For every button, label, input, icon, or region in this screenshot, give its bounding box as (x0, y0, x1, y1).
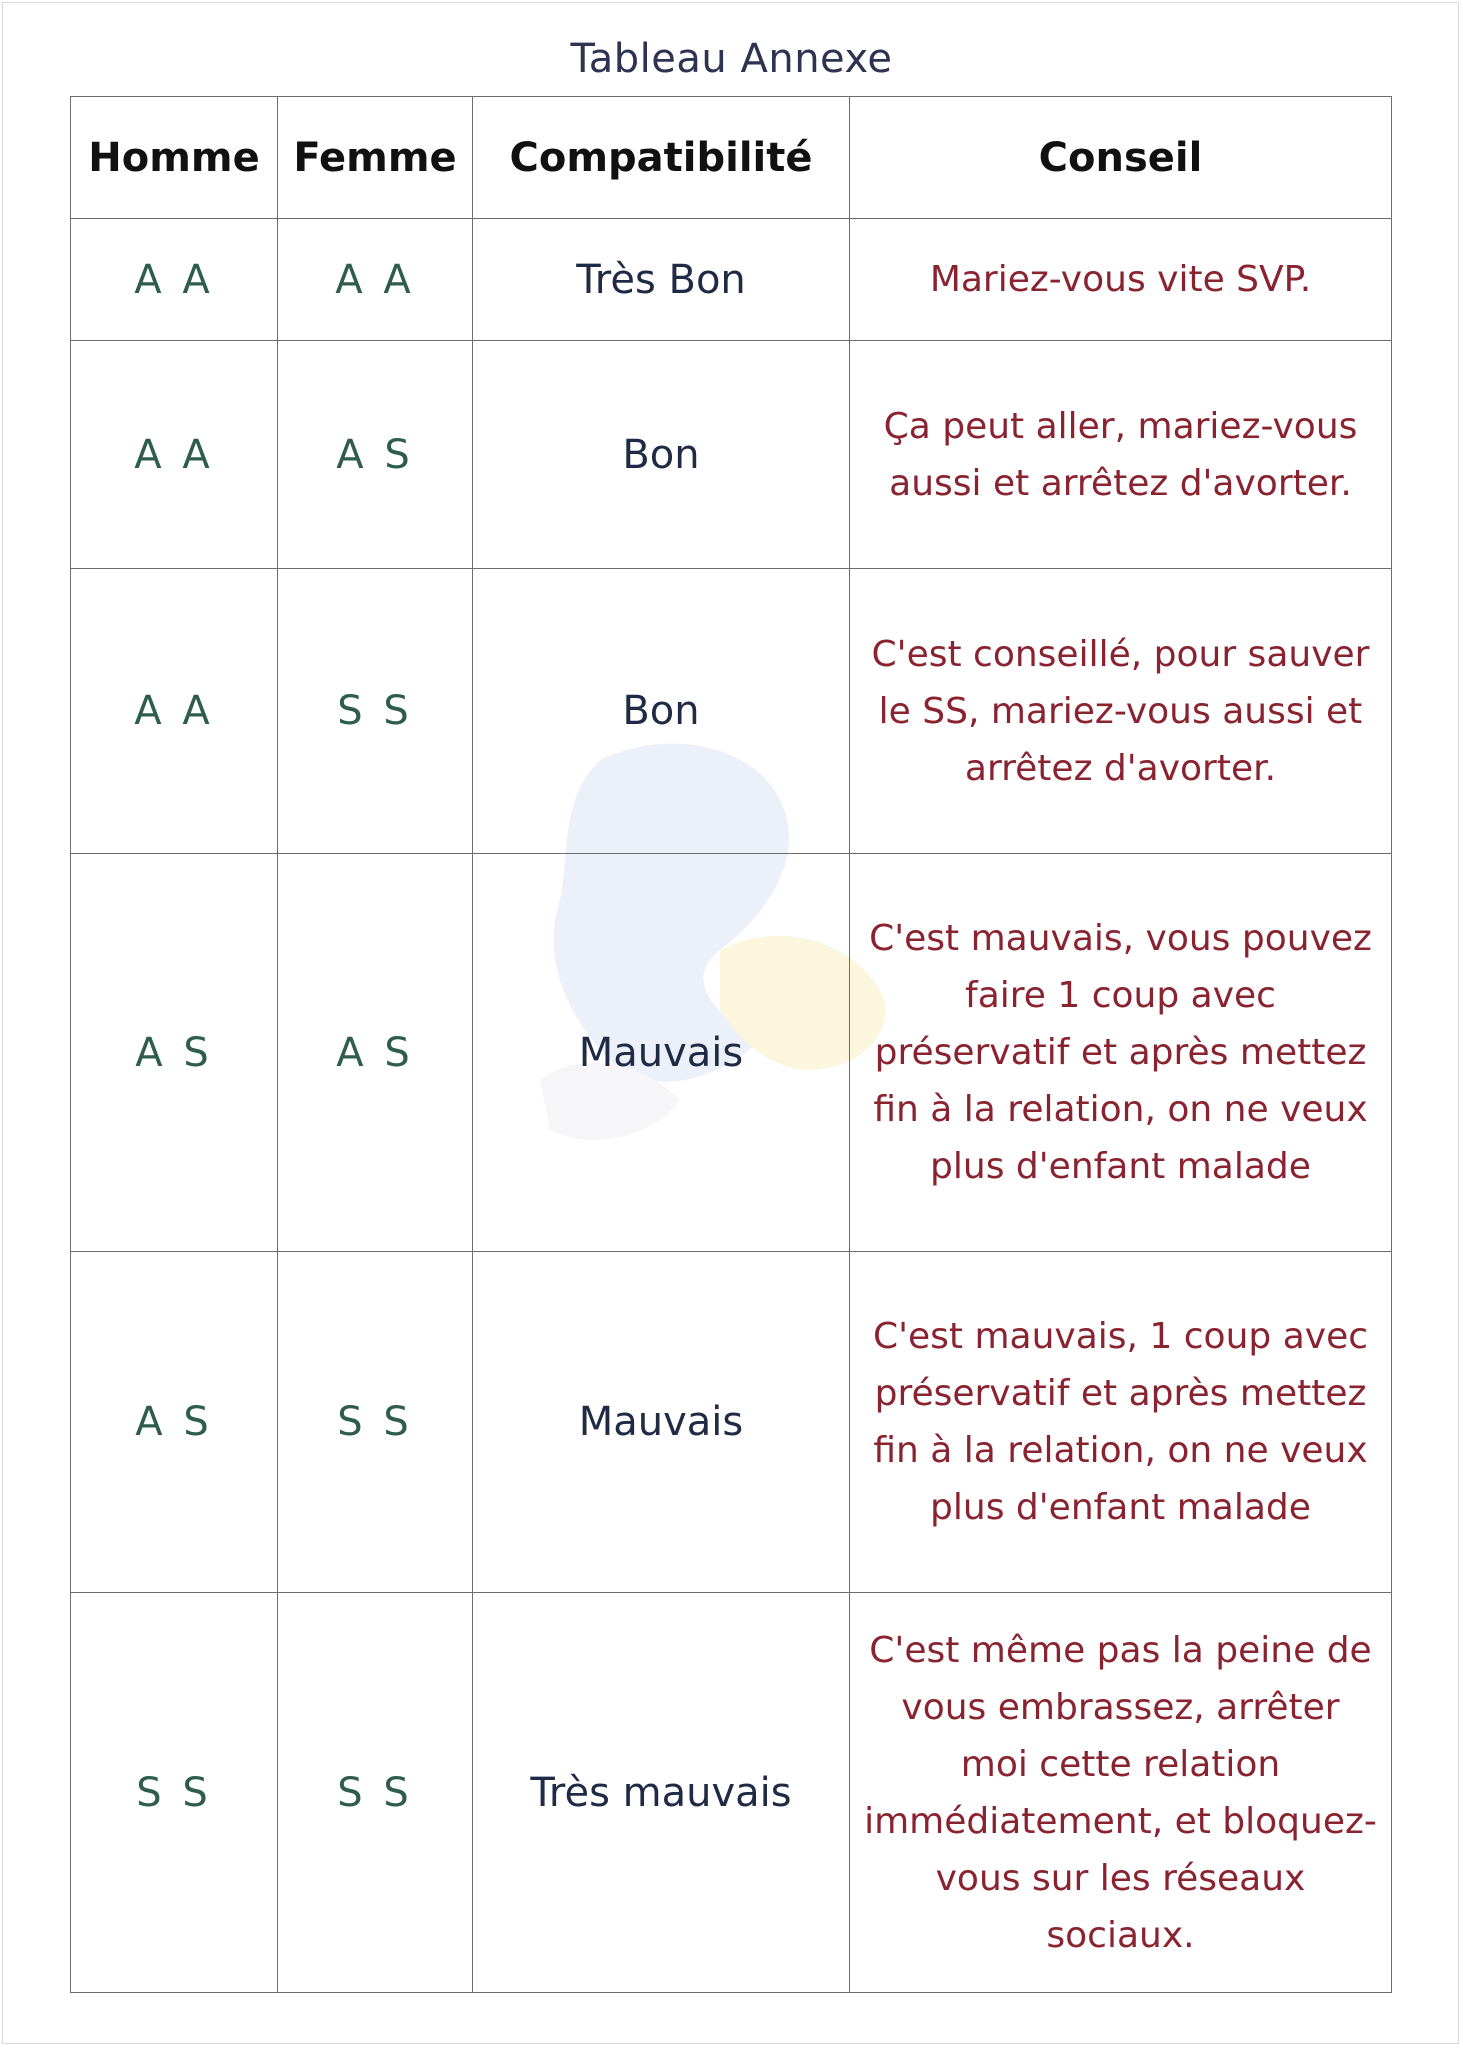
cell-compatibilite: Mauvais (473, 854, 850, 1252)
cell-conseil: C'est même pas la peine de vous embrassez, arrêter moi cette relation immédiatement, et bloquez-vous sur les réseaux sociaux. (850, 1593, 1392, 1993)
cell-femme: A A (278, 219, 473, 341)
cell-conseil: C'est mauvais, 1 coup avec préservatif et après mettez fin à la relation, on ne veux plus d'enfant malade (850, 1252, 1392, 1593)
table-row (71, 854, 1392, 1252)
cell-conseil: C'est conseillé, pour sauver le SS, mariez-vous aussi et arrêtez d'avorter. (850, 569, 1392, 854)
cell-homme: A A (71, 219, 278, 341)
cell-femme: A S (278, 341, 473, 569)
cell-femme: S S (278, 569, 473, 854)
cell-femme: S S (278, 1252, 473, 1593)
cell-femme: A S (278, 854, 473, 1252)
cell-conseil: C'est mauvais, vous pouvez faire 1 coup avec préservatif et après mettez fin à la relation, on ne veux plus d'enfant malade (850, 854, 1392, 1252)
header-homme: Homme (71, 97, 278, 219)
cell-homme: A S (71, 854, 278, 1252)
cell-compatibilite: Mauvais (473, 1252, 850, 1593)
cell-compatibilite: Très mauvais (473, 1593, 850, 1993)
header-compatibilite: Compatibilité (473, 97, 850, 219)
table-row (71, 569, 1392, 854)
page-title: Tableau Annexe (570, 36, 893, 82)
table-row (71, 1593, 1392, 1993)
table-row (71, 219, 1392, 341)
cell-conseil: Ça peut aller, mariez-vous aussi et arrêtez d'avorter. (850, 341, 1392, 569)
header-femme: Femme (278, 97, 473, 219)
table-header-row (71, 97, 1392, 219)
cell-compatibilite: Bon (473, 569, 850, 854)
table-row (71, 341, 1392, 569)
table-row (71, 1252, 1392, 1593)
cell-femme: S S (278, 1593, 473, 1993)
cell-homme: A A (71, 341, 278, 569)
cell-homme: A A (71, 569, 278, 854)
cell-homme: A S (71, 1252, 278, 1593)
cell-homme: S S (71, 1593, 278, 1993)
header-conseil: Conseil (850, 97, 1392, 219)
compatibility-table (70, 96, 1392, 1993)
cell-compatibilite: Très Bon (473, 219, 850, 341)
cell-conseil: Mariez-vous vite SVP. (850, 219, 1392, 341)
cell-compatibilite: Bon (473, 341, 850, 569)
